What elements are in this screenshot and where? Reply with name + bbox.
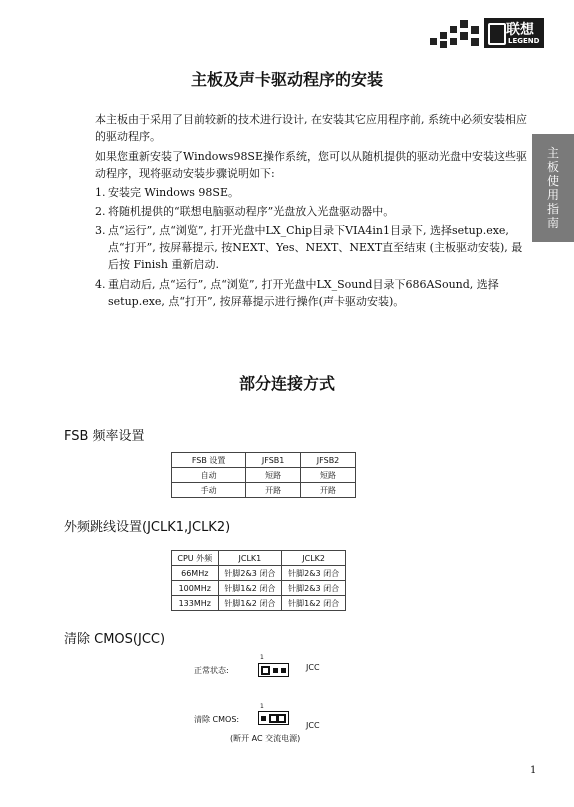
table-header-row <box>172 453 356 468</box>
table-cell: 开路 <box>246 483 301 498</box>
table-cell: 短路 <box>301 468 356 483</box>
jumper-cap <box>269 714 286 723</box>
table-row <box>172 596 346 611</box>
legend-logo-icon <box>488 23 506 45</box>
table-cell: 针脚1&2 闭合 <box>218 596 282 611</box>
jcc-jumper-normal <box>258 663 289 677</box>
jumper-cap <box>261 666 270 675</box>
jcc-jumper-clear <box>258 711 289 725</box>
list-item <box>95 276 527 310</box>
list-item-number: 2. <box>95 205 106 218</box>
header-logo <box>430 18 545 50</box>
logo-text-en: LEGEND <box>508 37 540 45</box>
table-cell: 自动 <box>172 468 246 483</box>
section-title-driver-install: 主板及声卡驱动程序的安装 <box>190 70 383 89</box>
jcc-normal-label: 正常状态: <box>194 666 229 675</box>
table-cell: 针脚1&2 闭合 <box>282 596 346 611</box>
jumper-pins <box>258 711 289 725</box>
legend-logo <box>484 18 544 48</box>
table-row <box>172 566 346 581</box>
side-tab-char: 指 <box>546 202 559 216</box>
list-item-text: 安装完 Windows 98SE。 <box>108 186 239 199</box>
table-header-cell: JFSB2 <box>301 453 356 468</box>
table-cell: 针脚2&3 闭合 <box>282 566 346 581</box>
section-title-connections: 部分连接方式 <box>238 374 335 393</box>
side-tab-manual <box>532 134 574 242</box>
jumper-pins <box>258 663 289 677</box>
table-header-cell: JCLK1 <box>218 551 282 566</box>
table-header-cell: FSB 设置 <box>172 453 246 468</box>
jcc-name-label: JCC <box>306 663 320 672</box>
list-item-text: 重启动后, 点“运行”, 点“浏览”, 打开光盘中LX_Sound目录下686ASound, 选择setup.exe, 点“打开”, 按屏幕提示进行操作(声卡驱动安装)。 <box>108 278 499 308</box>
table-cell: 133MHz <box>172 596 219 611</box>
table-row <box>172 483 356 498</box>
table-cell: 66MHz <box>172 566 219 581</box>
jcc-note: (断开 AC 交流电源) <box>230 734 301 743</box>
table-cell: 100MHz <box>172 581 219 596</box>
intro-paragraph: 本主板由于采用了目前较新的技术进行设计, 在安装其它应用程序前, 系统中必须安装相应的驱动程序。 <box>95 113 527 143</box>
table-header-cell: JCLK2 <box>282 551 346 566</box>
side-tab-char: 主 <box>546 146 559 160</box>
table-header-row <box>172 551 346 566</box>
table-cell: 针脚2&3 闭合 <box>218 566 282 581</box>
jcc-heading: 清除 CMOS(JCC) <box>64 632 166 647</box>
jcc-pin1-label: 1 <box>260 654 264 661</box>
list-item <box>95 222 527 273</box>
side-tab-char: 南 <box>546 216 559 230</box>
table-cell: 针脚2&3 闭合 <box>282 581 346 596</box>
jclk-heading: 外频跳线设置(JCLK1,JCLK2) <box>64 520 231 535</box>
list-item <box>95 184 527 201</box>
table-cell: 手动 <box>172 483 246 498</box>
side-tab-char: 用 <box>546 188 559 202</box>
table-cell: 针脚1&2 闭合 <box>218 581 282 596</box>
page-number: 1 <box>530 765 537 776</box>
table-row <box>172 468 356 483</box>
logo-text-cn: 联想 <box>506 22 534 38</box>
side-tab-char: 使 <box>546 174 559 188</box>
fsb-heading: FSB 频率设置 <box>64 429 145 444</box>
list-item-text: 点“运行”, 点“浏览”, 打开光盘中LX_Chip目录下VIA4in1目录下, 选择setup.exe, 点“打开”, 按屏幕提示, 按NEXT、Yes、NEXT、NEXT直至结束 (主板驱动安装), 最后按 Finish 重新启动. <box>108 224 523 271</box>
table-header-cell: CPU 外频 <box>172 551 219 566</box>
table-cell: 开路 <box>301 483 356 498</box>
table-cell: 短路 <box>246 468 301 483</box>
jcc-pin1-label-2: 1 <box>260 703 264 710</box>
table-row <box>172 581 346 596</box>
jcc-name-label-2: JCC <box>306 721 320 730</box>
list-item-number: 3. <box>95 224 106 237</box>
fsb-table <box>171 452 356 498</box>
list-item-number: 1. <box>95 186 106 199</box>
jclk-table <box>171 550 346 611</box>
intro-paragraph-2: 如果您重新安装了Windows98SE操作系统，您可以从随机提供的驱动光盘中安装这些驱动程序，现将驱动安装步骤说明如下: <box>95 150 527 180</box>
table-header-cell: JFSB1 <box>246 453 301 468</box>
list-item-number: 4. <box>95 278 106 291</box>
list-item <box>95 203 527 220</box>
side-tab-char: 板 <box>546 160 559 174</box>
jcc-clear-label: 清除 CMOS: <box>194 715 240 724</box>
list-item-text: 将随机提供的“联想电脑驱动程序”光盘放入光盘驱动器中。 <box>108 205 395 218</box>
